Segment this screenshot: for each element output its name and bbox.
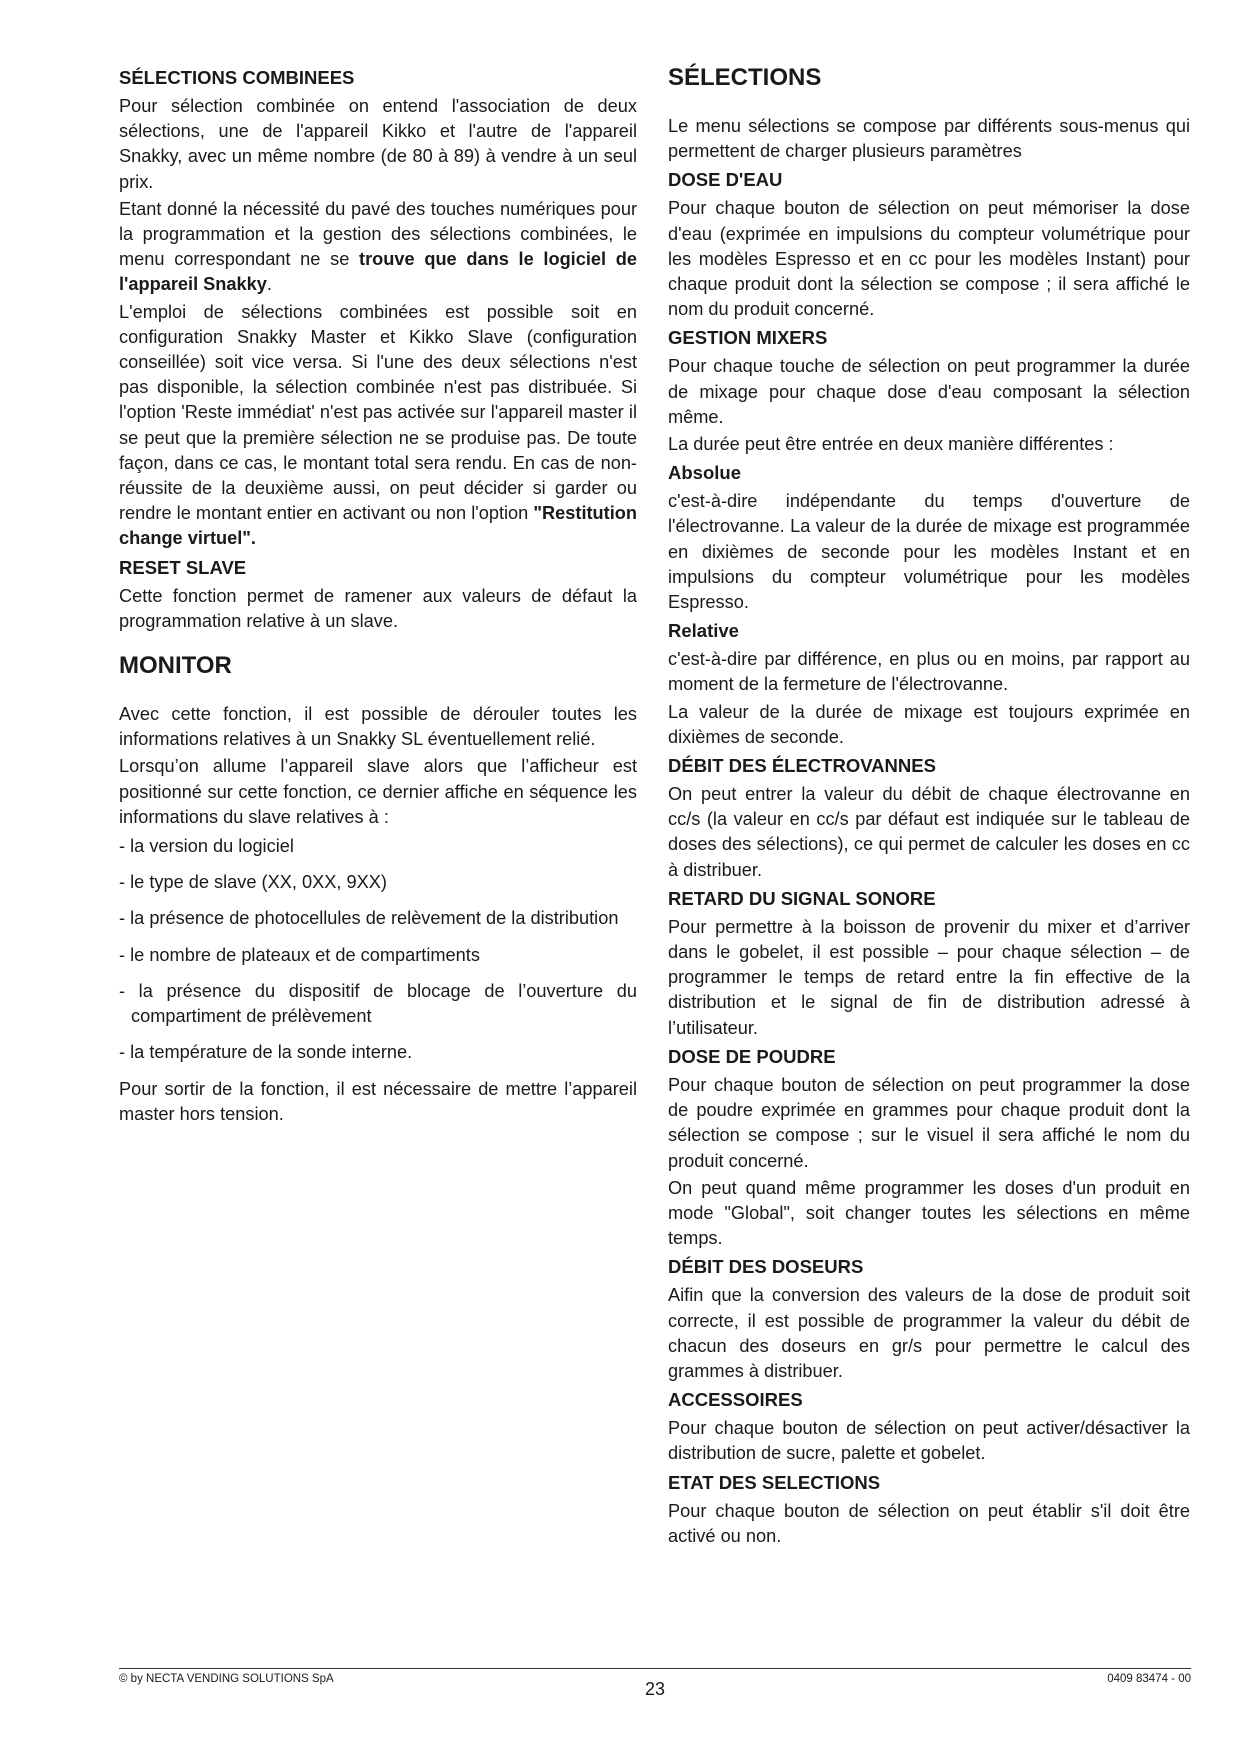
paragraph: Cette fonction permet de ramener aux valeurs de défaut la programmation relative à un slave. xyxy=(119,585,637,631)
paragraph: On peut quand même programmer les doses d'un produit en mode "Global", soit changer toutes les sélections en même temps. xyxy=(668,1177,1190,1249)
subheading-absolue: Absolue xyxy=(668,462,741,484)
list-item: - la température de la sonde interne. xyxy=(119,1042,413,1063)
paragraph: L'emploi de sélections combinées est possible soit en configuration Snakky Master et Kikko Slave (configuration conseillée) soit vice versa. Si l'une des deux sélections n'est pas disponible, la sélection combinée n'est pas distribuée. Si l'option 'Reste immédiat' n'est pas activée sur l'appareil master il se peut que la première sélection ne se produise pas. De toute façon, dans ce cas, le montant total sera rendu. En cas de non-réussite de la deuxième aussi, on peut décider si garder ou rendre le montant entier en activant ou non l'option "Restitution change virtuel". xyxy=(119,301,637,549)
list-item: - la version du logiciel xyxy=(119,836,294,857)
section-heading-accessoires: ACCESSOIRES xyxy=(668,1389,803,1411)
page-number: 23 xyxy=(644,1679,666,1699)
paragraph: c'est-à-dire par différence, en plus ou en moins, par rapport au moment de la fermeture de l'électrovanne. xyxy=(668,649,1190,695)
paragraph: Pour sortir de la fonction, il est nécessaire de mettre l’appareil master hors tension. xyxy=(119,1078,637,1124)
footer-copyright: © by NECTA VENDING SOLUTIONS SpA xyxy=(119,1673,334,1685)
section-heading-etat-selections: ETAT DES SELECTIONS xyxy=(668,1471,881,1493)
paragraph: Le menu sélections se compose par différents sous-menus qui permettent de charger plusieurs paramètres xyxy=(668,116,1190,162)
left-column xyxy=(119,64,637,1131)
list-item: - la présence du dispositif de blocage de l’ouverture du compartiment de prélèvement xyxy=(119,980,637,1027)
section-heading-selections-combinees: SÉLECTIONS COMBINEES xyxy=(119,67,355,88)
section-heading-dose-eau: DOSE D'EAU xyxy=(668,169,783,191)
section-heading-gestion-mixers: GESTION MIXERS xyxy=(668,327,828,349)
list-item: - le nombre de plateaux et de compartiments xyxy=(119,944,480,965)
section-heading-retard-signal-sonore: RETARD DU SIGNAL SONORE xyxy=(668,887,936,909)
section-title-selections: SÉLECTIONS xyxy=(668,64,822,91)
paragraph: La durée peut être entrée en deux manière différentes : xyxy=(668,434,1114,455)
paragraph: Lorsqu’on allume l’appareil slave alors que l’afficheur est positionné sur cette fonction, ce dernier affiche en séquence les informations du slave relatives à : xyxy=(119,756,637,827)
subheading-relative: Relative xyxy=(668,620,739,642)
paragraph: Pour permettre à la boisson de provenir du mixer et d’arriver dans le gobelet, il est possible – pour chaque sélection – de programmer le temps de retard entre la fin effective de la distribution et le signal de fin de distribution adressé à l’utilisateur. xyxy=(668,916,1190,1038)
section-heading-debit-doseurs: DÉBIT DES DOSEURS xyxy=(668,1256,864,1278)
paragraph: Etant donné la nécessité du pavé des touches numériques pour la programmation et la gestion des sélections combinées, le menu correspondant ne se trouve que dans le logiciel de l'appareil Snakky. xyxy=(119,198,638,295)
paragraph: Pour chaque bouton de sélection on peut programmer la dose de poudre exprimée en grammes pour chaque produit dont la sélection se compose ; sur le visuel il sera affiché le nom du produit concerné. xyxy=(668,1074,1190,1171)
list-item: - la présence de photocellules de relèvement de la distribution xyxy=(119,908,619,929)
paragraph: Pour chaque bouton de sélection on peut mémoriser la dose d'eau (exprimée en impulsions du compteur volumétrique pour les modèles Espresso et en cc pour les modèles Instant) pour chaque produit dont la sélection se compose ; il sera affiché le nom du produit concerné. xyxy=(668,198,1190,320)
paragraph: Pour chaque bouton de sélection on peut activer/désactiver la distribution de sucre, palette et gobelet. xyxy=(668,1418,1190,1464)
bold-text: "Restitution change virtuel". xyxy=(119,503,637,549)
list-item: - le type de slave (XX, 0XX, 9XX) xyxy=(119,872,387,893)
section-heading-debit-electrovannes: DÉBIT DES ÉLECTROVANNES xyxy=(668,755,936,777)
paragraph: Pour chaque touche de sélection on peut programmer la durée de mixage pour chaque dose d'eau composant la sélection même. xyxy=(668,356,1190,427)
right-column xyxy=(668,64,1190,1553)
paragraph: Pour sélection combinée on entend l'association de deux sélections, une de l'appareil Kikko et l'autre de l'appareil Snakky, avec un même nombre (de 80 à 89) à vendre à un seul prix. xyxy=(119,96,637,192)
paragraph: Aifin que la conversion des valeurs de la dose de produit soit correcte, il est possible de programmer la valeur du débit de chacun des doseurs en gr/s pour permettre le calcul des grammes à distribuer. xyxy=(668,1285,1190,1381)
bold-text: trouve que dans le logiciel de l'appareil Snakky xyxy=(119,249,638,295)
section-heading-reset-slave: RESET SLAVE xyxy=(119,556,247,578)
document-code: 0409 83474 - 00 xyxy=(1107,1673,1191,1685)
section-title-monitor: MONITOR xyxy=(119,652,232,680)
page-footer xyxy=(119,1668,1191,1699)
paragraph: c'est-à-dire indépendante du temps d'ouverture de l'électrovanne. La valeur de la durée de mixage est programmée en dixièmes de seconde pour les modèles Instant et en impulsions du compteur volumétrique pour les modèles Espresso. xyxy=(668,491,1190,613)
section-heading-dose-poudre: DOSE DE POUDRE xyxy=(668,1045,836,1067)
paragraph: Pour chaque bouton de sélection on peut établir s'il doit être activé ou non. xyxy=(668,1500,1190,1546)
paragraph: On peut entrer la valeur du débit de chaque électrovanne en cc/s (la valeur en cc/s par défaut est indiquée sur le tableau de doses des sélections), ce qui permet de calculer les doses en cc à distribuer. xyxy=(668,784,1190,880)
monitor-info-list xyxy=(119,834,637,1065)
paragraph: La valeur de la durée de mixage est toujours exprimée en dixièmes de seconde. xyxy=(668,701,1190,747)
paragraph: Avec cette fonction, il est possible de dérouler toutes les informations relatives à un Snakky SL éventuellement relié. xyxy=(119,704,637,750)
